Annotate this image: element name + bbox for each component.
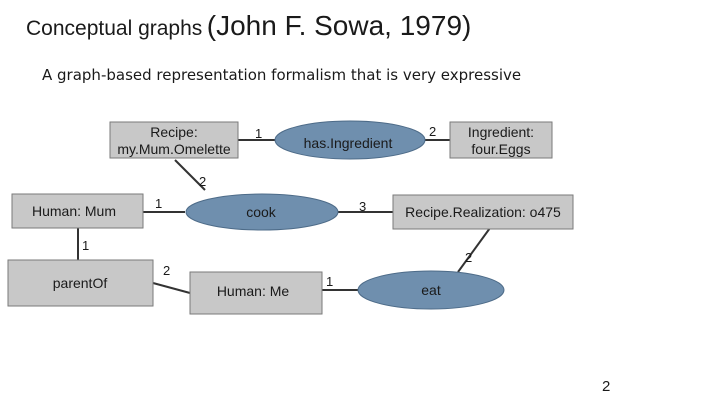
arc-label-recipe-hasingredient: 1 bbox=[255, 126, 263, 141]
relation-cook-label: cook bbox=[246, 204, 276, 220]
arc-label-eat-realization: 2 bbox=[465, 250, 473, 265]
arc-label-parentof-me: 2 bbox=[163, 263, 171, 278]
concept-recipe-realization-label: Recipe.Realization: o475 bbox=[405, 204, 561, 220]
edge-parentof-me bbox=[153, 283, 190, 293]
concept-ingredient-line1: Ingredient: bbox=[467, 124, 535, 140]
arc-label-hasingredient-ingredient: 2 bbox=[429, 124, 437, 139]
slide-subtitle: A graph-based representation formalism that is very expressive bbox=[42, 66, 522, 84]
edge-eat-realization bbox=[458, 228, 490, 272]
arc-label-mum-cook: 1 bbox=[155, 196, 163, 211]
relation-hasingredient-label: has.Ingredient bbox=[303, 135, 393, 151]
title-author-year: (John F. Sowa, 1979) bbox=[206, 10, 472, 41]
arc-label-parentof-mum: 1 bbox=[82, 238, 90, 253]
concept-human-mum-label: Human: Mum bbox=[31, 203, 117, 219]
title-main: Conceptual graphs bbox=[26, 17, 203, 40]
arc-label-me-eat: 1 bbox=[326, 274, 334, 289]
slide-page-number: 2 bbox=[602, 378, 611, 395]
concept-recipe-line1: Recipe: bbox=[150, 124, 198, 140]
arc-label-cook-recipe: 2 bbox=[199, 174, 207, 189]
concept-recipe-line2: my.Mum.Omelette bbox=[117, 141, 231, 157]
arc-label-cook-realization: 3 bbox=[359, 199, 367, 214]
relation-eat-label: eat bbox=[421, 282, 441, 298]
concept-parentof-label: parentOf bbox=[52, 275, 108, 291]
concept-human-me-label: Human: Me bbox=[216, 283, 290, 299]
concept-ingredient-line2: four.Eggs bbox=[471, 141, 531, 157]
